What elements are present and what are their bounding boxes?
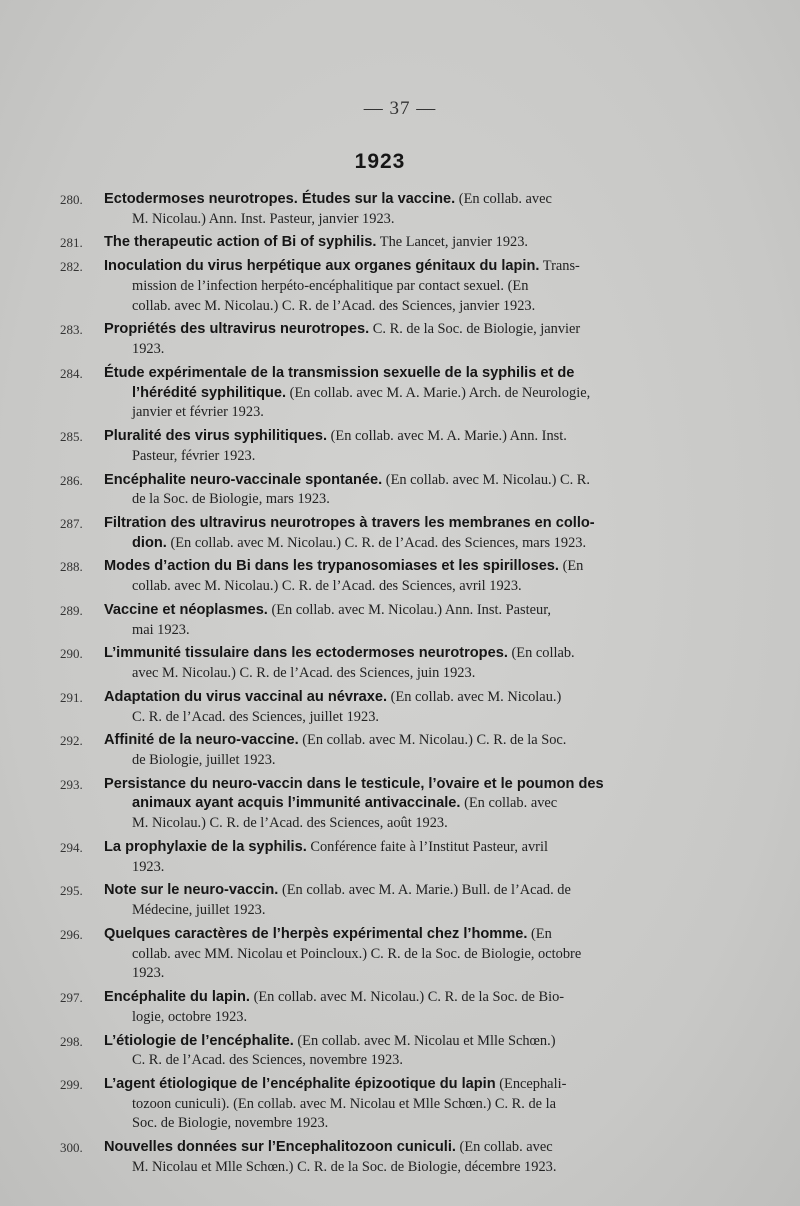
entry-number: 292. <box>60 733 83 749</box>
entry-line <box>104 514 680 534</box>
entry-reference: The Lancet, janvier 1923. <box>376 234 529 251</box>
entry-reference: Pasteur, février 1923. <box>132 447 256 464</box>
entry-title: Étude expérimentale de la transmission sexuelle de la syphilis et de <box>104 364 575 381</box>
entry-number: 295. <box>60 883 83 899</box>
entry-title: Affinité de la neuro-vaccine. <box>104 732 299 749</box>
entry-line <box>104 644 680 664</box>
entry-reference: mai 1923. <box>132 621 190 638</box>
entry-line <box>104 708 680 728</box>
entry-line <box>104 471 680 491</box>
entry-line <box>104 1095 680 1115</box>
publication-entry <box>60 514 680 553</box>
entry-title: Quelques caractères de l’herpès expérimental chez l’homme. <box>104 925 528 942</box>
entry-number: 296. <box>60 926 83 942</box>
entry-line <box>104 490 680 510</box>
entry-reference: collab. avec M. Nicolau.) C. R. de l’Acad. des Sciences, janvier 1923. <box>132 297 536 314</box>
entry-reference: (En collab. avec M. Nicolau et Mlle Schœn.) <box>293 1032 556 1049</box>
entry-reference: 1923. <box>132 965 165 982</box>
entry-reference: de Biologie, juillet 1923. <box>132 752 276 768</box>
entry-reference: M. Nicolau et Mlle Schœn.) C. R. de la Soc. de Biologie, décembre 1923. <box>132 1158 557 1175</box>
entry-line <box>104 233 680 253</box>
entry-reference: (En collab. avec M. Nicolau.) C. R. de l’Acad. des Sciences, mars 1923. <box>166 534 587 551</box>
entry-reference: collab. avec MM. Nicolau et Poincloux.) C. R. de la Soc. de Biologie, octobre <box>132 945 582 962</box>
entry-title: Pluralité des virus syphilitiques. <box>104 428 328 445</box>
publication-entry <box>60 257 680 316</box>
entry-number: 281. <box>60 235 83 251</box>
entry-reference: (En collab. avec M. Nicolau.) Ann. Inst. Pasteur, <box>267 601 552 618</box>
entry-reference: (En collab. avec M. Nicolau.) C. R. de la Soc. de Bio- <box>249 989 565 1006</box>
publication-entry <box>60 688 680 727</box>
entry-title: The therapeutic action of Bi of syphilis. <box>104 234 377 251</box>
entry-number: 293. <box>60 776 83 792</box>
entry-line <box>104 945 680 965</box>
entry-line <box>104 534 680 554</box>
entry-reference: C. R. de l’Acad. des Sciences, novembre 1923. <box>132 1052 403 1069</box>
entry-title: Vaccine et néoplasmes. <box>104 601 268 618</box>
publication-entry <box>60 925 680 984</box>
entry-number: 282. <box>60 259 83 275</box>
entry-title: Persistance du neuro-vaccin dans le testicule, l’ovaire et le poumon des <box>104 775 604 792</box>
entry-reference: (En collab. avec M. Nicolau.) C. R. <box>382 471 590 488</box>
entry-title: Filtration des ultravirus neurotropes à travers les membranes en collo- <box>104 514 595 531</box>
entry-reference: C. R. de l’Acad. des Sciences, juillet 1923. <box>132 708 379 725</box>
entry-reference: Ann. Inst. Pasteur <box>208 210 312 227</box>
entry-reference: (En collab. <box>507 645 575 662</box>
entry-reference: (En collab. avec <box>460 795 558 812</box>
publication-entry <box>60 557 680 596</box>
publication-entry <box>60 1032 680 1071</box>
entry-line <box>104 688 680 708</box>
publication-entry <box>60 1138 680 1177</box>
entry-number: 299. <box>60 1076 83 1092</box>
entry-title: L’immunité tissulaire dans les ectodermoses neurotropes. <box>104 645 508 662</box>
entry-line <box>104 1075 680 1095</box>
entry-line <box>104 557 680 577</box>
entry-title: Encéphalite du lapin. <box>104 989 250 1006</box>
entry-number: 289. <box>60 602 83 618</box>
entry-number: 291. <box>60 689 83 705</box>
entry-reference: (En collab. avec M. A. Marie.) Bull. de l’Acad. de <box>278 882 571 899</box>
entry-line <box>104 1138 680 1158</box>
entry-title: Nouvelles données sur l’Encephalitozoon cuniculi. <box>104 1139 456 1156</box>
entry-reference: avec M. Nicolau.) C. R. de l’Acad. des Sciences, juin 1923. <box>132 665 476 682</box>
entry-reference: collab. avec M. Nicolau.) C. R. de l’Acad. des Sciences, avril 1923. <box>132 578 522 595</box>
entry-reference: Trans- <box>539 258 580 275</box>
entry-reference: Médecine, juillet 1923. <box>132 902 266 919</box>
entry-line <box>104 964 680 984</box>
entry-reference: (En <box>527 925 552 942</box>
entry-number: 285. <box>60 429 83 445</box>
entry-number: 286. <box>60 472 83 488</box>
entry-reference: , janvier 1923. <box>311 210 395 227</box>
entry-title: Modes d’action du Bi dans les trypanosomiases et les spirilloses. <box>104 558 559 575</box>
publication-entry <box>60 644 680 683</box>
entry-line <box>104 988 680 1008</box>
entry-title: Propriétés des ultravirus neurotropes. <box>104 321 370 338</box>
entry-line <box>104 447 680 467</box>
entry-title: L’agent étiologique de l’encéphalite épizootique du lapin <box>104 1075 496 1092</box>
entry-title: Note sur le neuro-vaccin. <box>104 882 279 899</box>
entry-line <box>104 1032 680 1052</box>
entry-number: 297. <box>60 990 83 1006</box>
publication-entry <box>60 233 680 253</box>
entry-line <box>104 925 680 945</box>
publication-entry <box>60 427 680 466</box>
entry-line <box>104 384 680 404</box>
entry-number: 287. <box>60 515 83 531</box>
publication-entry <box>60 364 680 423</box>
publication-entry <box>60 190 680 229</box>
entry-reference: Conférence faite à l’Institut Pasteur, avril <box>306 838 548 855</box>
entry-line <box>104 320 680 340</box>
entry-title: animaux ayant acquis l’immunité antivaccinale. <box>132 795 461 812</box>
entry-number: 288. <box>60 559 83 575</box>
entry-line <box>104 731 680 751</box>
entry-line <box>104 881 680 901</box>
entry-reference: M. Nicolau.) <box>132 210 209 227</box>
entry-number: 290. <box>60 646 83 662</box>
entry-title: Adaptation du virus vaccinal au névraxe. <box>104 688 388 705</box>
entry-reference: (En collab. avec <box>455 191 552 207</box>
entry-reference: (En collab. avec M. Nicolau.) C. R. de la Soc. <box>298 732 567 749</box>
entry-number: 284. <box>60 365 83 381</box>
entry-reference: 1923. <box>132 858 165 875</box>
entry-line <box>104 210 680 230</box>
entry-line <box>104 901 680 921</box>
entry-title: La prophylaxie de la syphilis. <box>104 838 307 855</box>
entry-reference: janvier et février 1923. <box>132 404 264 421</box>
entry-title: Encéphalite neuro-vaccinale spontanée. <box>104 471 383 488</box>
entry-number: 298. <box>60 1033 83 1049</box>
entry-number: 300. <box>60 1140 83 1156</box>
entry-line <box>104 838 680 858</box>
entry-reference: mission de l’infection herpéto-encéphalitique par contact sexuel. (En <box>132 277 529 294</box>
entry-title: L’étiologie de l’encéphalite. <box>104 1032 294 1049</box>
entry-reference: C. R. de la Soc. de Biologie, janvier <box>369 321 581 338</box>
entry-reference: (En collab. avec M. A. Marie.) Arch. de Neurologie, <box>286 384 591 401</box>
entry-reference: (En <box>558 558 584 575</box>
publication-entry <box>60 988 680 1027</box>
entry-line <box>104 1158 680 1178</box>
entry-line <box>104 403 680 423</box>
section-year-heading: 1923 <box>354 150 406 173</box>
entry-reference: (En collab. avec M. A. Marie.) Ann. Inst. <box>327 428 567 445</box>
entry-title: Inoculation du virus herpétique aux organes génitaux du lapin. <box>104 258 540 275</box>
entry-reference: tozoon cuniculi). (En collab. avec M. Nicolau et Mlle Schœn.) C. R. de la <box>132 1095 557 1112</box>
entry-line <box>104 427 680 447</box>
publication-entry <box>60 881 680 920</box>
entry-line <box>104 814 680 834</box>
entry-reference: M. Nicolau.) C. R. de l’Acad. des Sciences, août 1923. <box>132 815 448 832</box>
entry-line <box>104 858 680 878</box>
entry-title: l’hérédité syphilitique. <box>132 384 287 401</box>
entry-line <box>104 364 680 384</box>
entry-reference: 1923. <box>132 341 165 358</box>
publication-entry <box>60 1075 680 1134</box>
entry-line <box>104 577 680 597</box>
entry-line <box>104 794 680 814</box>
publication-entry <box>60 471 680 510</box>
entry-reference: logie, octobre 1923. <box>132 1008 248 1025</box>
entry-line <box>104 190 680 210</box>
entry-line <box>104 601 680 621</box>
entry-number: 283. <box>60 322 83 338</box>
entry-number: 280. <box>60 192 83 207</box>
entry-reference: Soc. de Biologie, novembre 1923. <box>132 1115 329 1132</box>
entry-line <box>104 340 680 360</box>
entry-line <box>104 775 680 795</box>
entry-reference: (En collab. avec M. Nicolau.) <box>387 688 562 705</box>
publication-entry <box>60 775 680 834</box>
publication-entry <box>60 731 680 770</box>
entry-line <box>104 297 680 317</box>
entry-reference: de la Soc. de Biologie, mars 1923. <box>132 491 330 508</box>
publication-entry <box>60 601 680 640</box>
entry-title: dion. <box>132 534 167 551</box>
entry-title: Ectodermoses neurotropes. Études sur la vaccine. <box>104 191 456 207</box>
publication-entry <box>60 320 680 359</box>
entry-reference: (Encephali- <box>495 1075 567 1092</box>
page-number: — 37 — <box>363 98 437 119</box>
entry-reference: (En collab. avec <box>455 1139 553 1156</box>
entry-line <box>104 1114 680 1134</box>
publication-list <box>60 190 680 1182</box>
entry-line <box>104 621 680 641</box>
entry-line <box>104 1008 680 1028</box>
entry-line <box>104 664 680 684</box>
entry-line <box>104 277 680 297</box>
entry-line <box>104 751 680 771</box>
entry-line <box>104 257 680 277</box>
publication-entry <box>60 838 680 877</box>
entry-line <box>104 1051 680 1071</box>
entry-number: 294. <box>60 839 83 855</box>
